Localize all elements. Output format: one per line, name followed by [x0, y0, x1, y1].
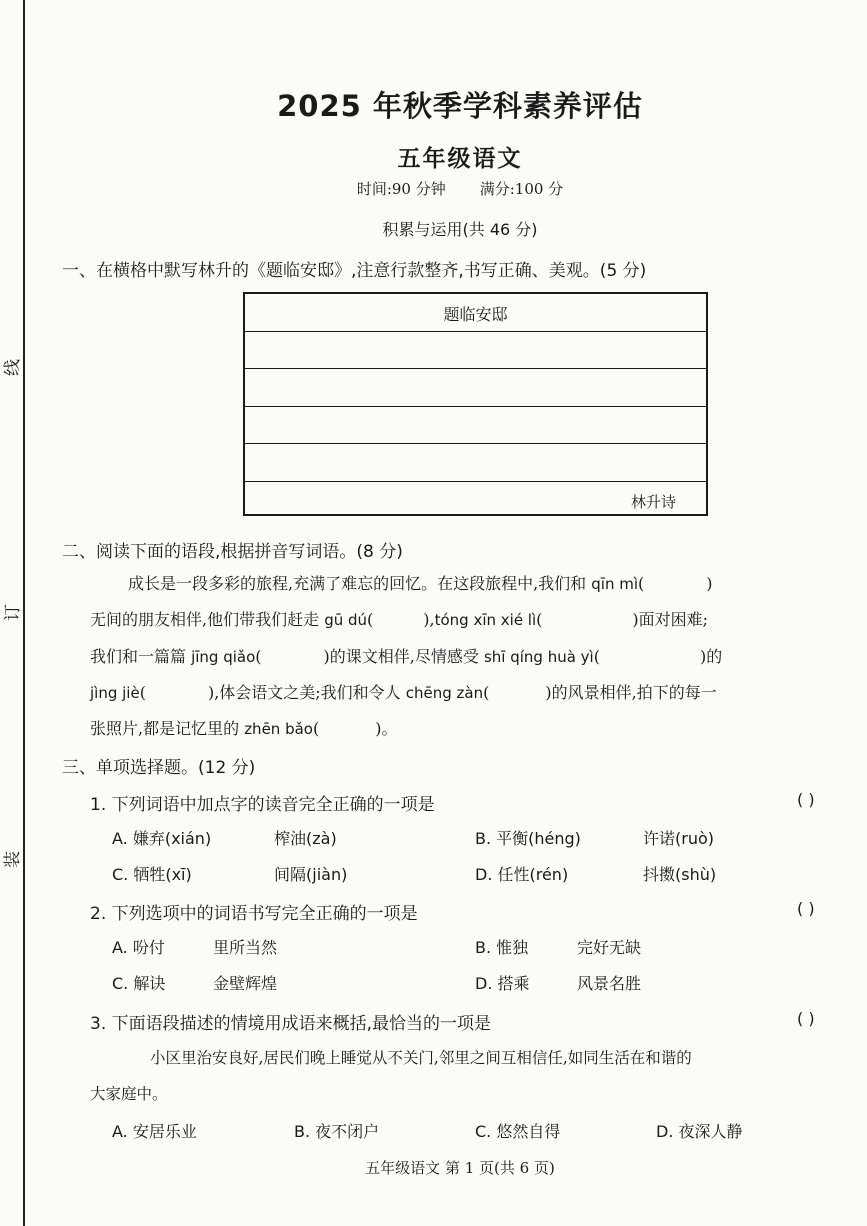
- poem-line-1[interactable]: [245, 332, 706, 370]
- exam-time: 时间:90 分钟: [356, 180, 446, 198]
- q3-item1-stem: 1. 下列词语中加点字的读音完全正确的一项是: [90, 795, 435, 815]
- option-b-1: B. 平衡(héng): [475, 829, 581, 848]
- poem-writing-grid: [243, 292, 708, 516]
- q2-line-5: 张照片,都是记忆里的 zhēn bǎo( )。: [90, 719, 398, 738]
- q3-item3-answer-paren[interactable]: ( ): [797, 1009, 815, 1028]
- option-d-1: D. 搭乘: [475, 974, 530, 993]
- pinyin: gū dú: [324, 611, 368, 629]
- q3-item3-stem: 3. 下面语段描述的情境用成语来概括,最恰当的一项是: [90, 1014, 492, 1034]
- q3-item2-stem: 2. 下列选项中的词语书写完全正确的一项是: [90, 904, 418, 924]
- pinyin: chēng zàn: [405, 684, 484, 702]
- option-b-2: 完好无缺: [577, 938, 642, 957]
- page-footer: 五年级语文 第 1 页(共 6 页): [365, 1159, 555, 1177]
- margin-label-ding: 订: [3, 604, 23, 621]
- pinyin: jìng jiè: [90, 684, 140, 702]
- option-a: A. 安居乐业: [112, 1122, 197, 1141]
- option-c-2: 间隔(jiàn): [274, 865, 348, 884]
- poem-line-3[interactable]: [245, 407, 706, 445]
- q3-item2-answer-paren[interactable]: ( ): [797, 899, 815, 918]
- option-d-2: 风景名胜: [577, 974, 642, 993]
- exam-score: 满分:100 分: [479, 180, 564, 198]
- q3-item3-passage-line-1: 小区里治安良好,居民们晚上睡觉从不关门,邻里之间互相信任,如同生活在和谐的: [150, 1049, 692, 1067]
- pinyin: tóng xīn xié lì: [434, 611, 537, 629]
- exam-subtitle: 五年级语文: [397, 146, 523, 172]
- option-b-2: 许诺(ruò): [643, 829, 714, 848]
- option-d-2: 抖擞(shù): [643, 865, 717, 884]
- pinyin: shī qíng huà yì: [483, 648, 594, 666]
- q3-item3-passage-line-2: 大家庭中。: [90, 1085, 168, 1103]
- q1-prompt: 一、在横格中默写林升的《题临安邸》,注意行款整齐,书写正确、美观。(5 分): [62, 261, 647, 281]
- q3-item1-answer-paren[interactable]: ( ): [797, 790, 815, 809]
- exam-meta: [0, 178, 867, 199]
- poem-title-row: [245, 294, 706, 332]
- pinyin: qīn mì: [591, 575, 639, 593]
- option-a-2: 里所当然: [213, 938, 278, 957]
- option-c-1: C. 牺牲(xī): [112, 865, 192, 884]
- poem-title: 题临安邸: [443, 305, 508, 324]
- pinyin: jīng qiǎo: [191, 648, 256, 666]
- poem-line-4[interactable]: [245, 444, 706, 482]
- option-b: B. 夜不闭户: [294, 1122, 380, 1141]
- margin-label-zhuang: 装: [3, 851, 23, 868]
- section-heading: 积累与运用(共 46 分): [382, 220, 538, 239]
- exam-title: 2025 年秋季学科素养评估: [277, 89, 643, 123]
- margin-label-xian: 线: [3, 359, 23, 376]
- q2-prompt: 二、阅读下面的语段,根据拼音写词语。(8 分): [62, 542, 403, 562]
- q2-line-2: 无间的朋友相伴,他们带我们赶走 gū dú( ),tóng xīn xié lì( )面对困难;: [90, 610, 709, 629]
- poem-author-row: [245, 482, 706, 520]
- poem-line-2[interactable]: [245, 369, 706, 407]
- option-b-1: B. 惟独: [475, 938, 529, 957]
- pinyin: zhēn bǎo: [244, 720, 313, 738]
- poem-author: 林升诗: [630, 492, 676, 511]
- option-a-2: 榨油(zà): [274, 829, 337, 848]
- option-a-1: A. 吩付: [112, 938, 165, 957]
- option-c: C. 悠然自得: [475, 1122, 561, 1141]
- option-c-2: 金壁辉煌: [213, 974, 278, 993]
- q3-prompt: 三、单项选择题。(12 分): [62, 758, 256, 778]
- q2-line-4: jìng jiè( ),体会语文之美;我们和令人 chēng zàn( )的风景相伴,拍下的每一: [90, 683, 717, 702]
- q2-line-3: 我们和一篇篇 jīng qiǎo( )的课文相伴,尽情感受 shī qíng huà yì( )的: [90, 647, 723, 666]
- q2-line-1: 成长是一段多彩的旅程,充满了难忘的回忆。在这段旅程中,我们和 qīn mì( ): [128, 574, 713, 593]
- option-a-1: A. 嫌弃(xián): [112, 829, 212, 848]
- option-d-1: D. 任性(rén): [475, 865, 569, 884]
- option-d: D. 夜深人静: [656, 1122, 743, 1141]
- option-c-1: C. 解诀: [112, 974, 166, 993]
